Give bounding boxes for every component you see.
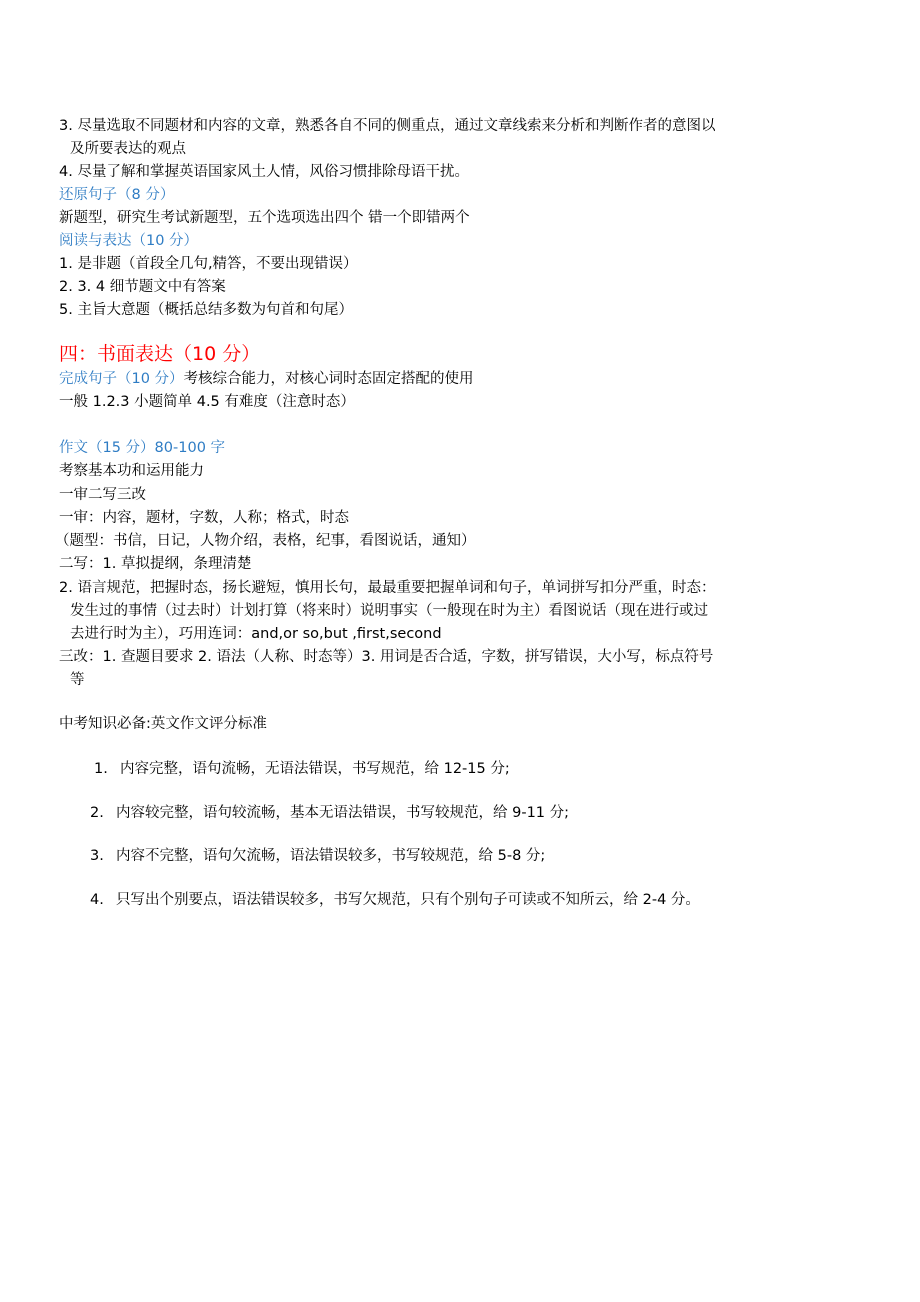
composition-item-2-line-1: 2. 语言规范，把握时态，扬长避短，慎用长句，最最重要把握单词和句子，单词拼写扣分严重，时态： <box>59 580 716 596</box>
tip-item-3-line-1: 3. 尽量选取不同题材和内容的文章，熟悉各自不同的侧重点，通过文章线索来分析和判断作者的意图以 <box>59 118 716 134</box>
composition-heading: 作文（15 分）80-100 字 <box>59 440 226 456</box>
scoring-item-number: 2. <box>90 805 104 821</box>
reading-expression-item-2: 2. 3. 4 细节题文中有答案 <box>59 279 226 295</box>
tip-item-3-line-2: 及所要表达的观点 <box>70 141 186 157</box>
scoring-item-text: 内容完整，语句流畅，无语法错误，书写规范，给 12-15 分; <box>120 761 510 777</box>
complete-sentence-line <box>59 369 474 389</box>
complete-sentence-heading: 完成句子（10 分） <box>59 371 184 387</box>
sentence-restore-desc: 新题型，研究生考试新题型，五个选项选出四个 错一个即错两个 <box>59 210 470 226</box>
scoring-item-text: 内容不完整，语句欠流畅，语法错误较多，书写较规范，给 5-8 分; <box>116 848 546 864</box>
scoring-item-number: 3. <box>90 848 104 864</box>
composition-line-3: 一审：内容，题材，字数，人称；格式，时态 <box>59 510 349 526</box>
complete-sentence-desc: 考核综合能力，对核心词时态固定搭配的使用 <box>183 371 474 387</box>
scoring-item-number: 4. <box>90 892 104 908</box>
composition-line-2: 一审二写三改 <box>59 487 146 503</box>
tip-item-4: 4. 尽量了解和掌握英语国家风土人情，风俗习惯排除母语干扰。 <box>59 164 469 180</box>
composition-revise-line-1: 三改：1. 查题目要求 2. 语法（人称、时态等）3. 用词是否合适，字数，拼写错误，大小写，标点符号 <box>59 649 714 665</box>
scoring-heading: 中考知识必备:英文作文评分标准 <box>59 716 267 732</box>
scoring-item-1 <box>94 759 510 779</box>
composition-revise-line-2: 等 <box>70 672 85 688</box>
complete-sentence-note: 一般 1.2.3 小题简单 4.5 有难度（注意时态） <box>59 394 355 410</box>
reading-expression-heading: 阅读与表达（10 分） <box>59 233 199 249</box>
scoring-item-3 <box>90 846 545 866</box>
composition-line-1: 考察基本功和运用能力 <box>59 463 204 479</box>
scoring-item-number: 1. <box>94 761 108 777</box>
composition-item-2-line-2: 发生过的事情（过去时）计划打算（将来时）说明事实（一般现在时为主）看图说话（现在进行或过 <box>70 603 708 619</box>
scoring-item-text: 内容较完整，语句较流畅，基本无语法错误，书写较规范，给 9-11 分; <box>116 805 570 821</box>
scoring-item-2 <box>90 803 569 823</box>
reading-expression-item-3: 5. 主旨大意题（概括总结多数为句首和句尾） <box>59 302 353 318</box>
section-4-title: 四：书面表达（10 分） <box>59 343 261 365</box>
composition-item-2-line-3: 去进行时为主），巧用连词：and,or so,but ,first,second <box>70 626 442 642</box>
scoring-item-text: 只写出个别要点，语法错误较多，书写欠规范，只有个别句子可读或不知所云，给 2-4 分。 <box>116 892 700 908</box>
composition-line-4: （题型：书信，日记，人物介绍，表格，纪事，看图说话，通知） <box>55 533 476 549</box>
scoring-item-4 <box>90 890 700 910</box>
reading-expression-item-1: 1. 是非题（首段全几句,精答，不要出现错误） <box>59 256 358 272</box>
composition-line-5: 二写：1. 草拟提纲，条理清楚 <box>59 556 252 572</box>
sentence-restore-heading: 还原句子（8 分） <box>59 187 175 203</box>
